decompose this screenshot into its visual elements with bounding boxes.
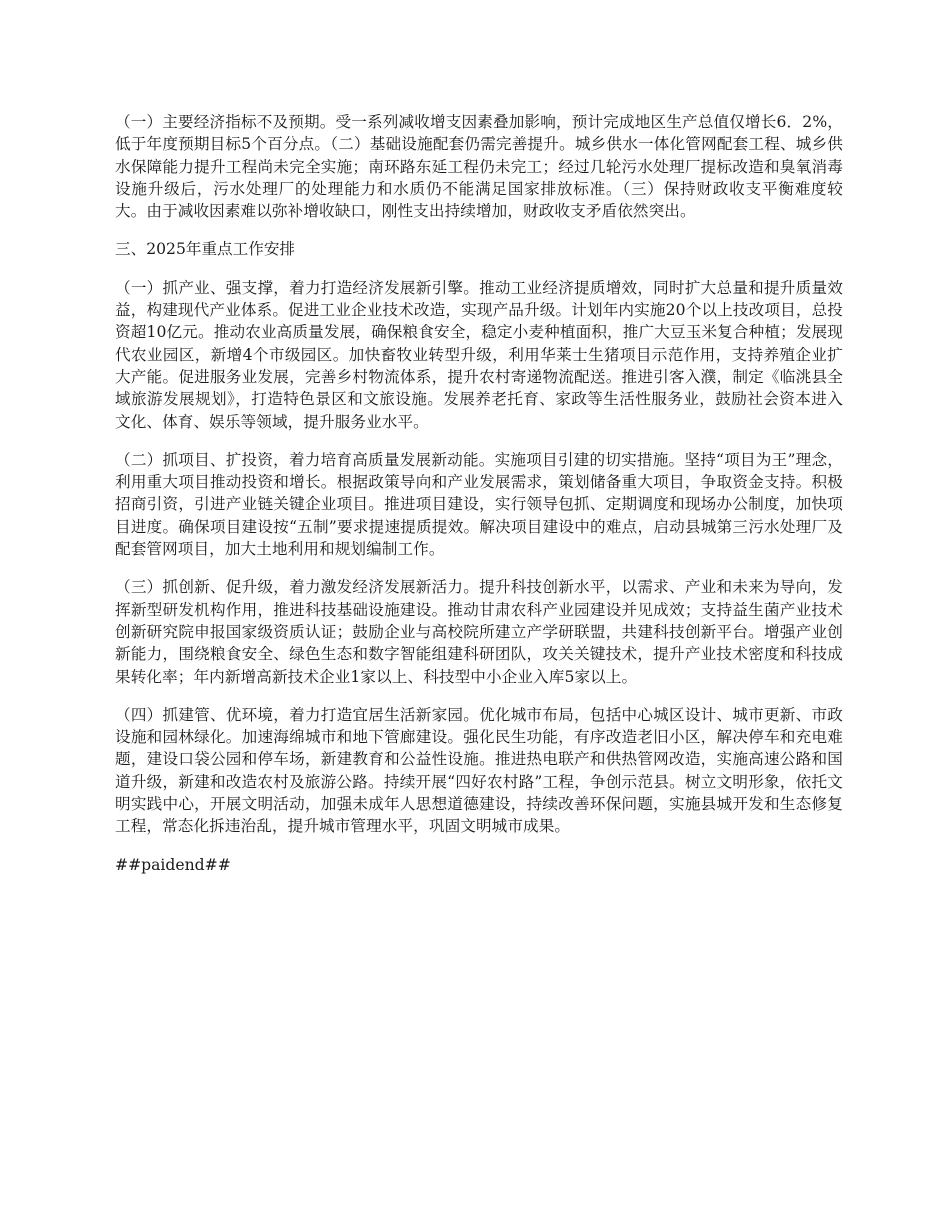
paragraph-environment: （四）抓建管、优环境，着力打造宜居生活新家园。优化城市布局，包括中心城区设计、城市更新、市政设施和园林绿化。加速海绵城市和地下管廊建设。强化民生功能，有序改造老旧小区，解决停车和充电难题，建设口袋公园和停车场，新建教育和公益性设施。推进热电联产和供热管网改造，实施高速公路和国道升级，新建和改造农村及旅游公路。持续开展“四好农村路”工程，争创示范县。树立文明形象，依托文明实践中心，开展文明活动，加强未成年人思想道德建设，持续改善环保问题，实施县城开发和生态修复工程，常态化拆违治乱，提升城市管理水平，巩固文明城市成果。 (115, 705, 843, 836)
paragraph-economic-issues: （一）主要经济指标不及预期。受一系列减收增支因素叠加影响，预计完成地区生产总值仅增长6．2%，低于年度预期目标5个百分点。（二）基础设施配套仍需完善提升。城乡供水一体化管网配套工程、城乡供水保障能力提升工程尚未完全实施；南环路东延工程仍未完工；经过几轮污水处理厂提标改造和臭氧消毒设施升级后，污水处理厂的处理能力和水质仍不能满足国家排放标准。（三）保持财政收支平衡难度较大。由于减收因素难以弥补增收缺口，刚性支出持续增加，财政收支矛盾依然突出。 (115, 113, 843, 221)
document-body (115, 111, 843, 876)
paragraph-projects: （二）抓项目、扩投资，着力培育高质量发展新动能。实施项目引建的切实措施。坚持“项目为王”理念，利用重大项目推动投资和增长。根据政策导向和产业发展需求，策划储备重大项目，争取资金支持。积极招商引资，引进产业链关键企业项目。推进项目建设，实行领导包抓、定期调度和现场办公制度，加快项目进度。确保项目建设按“五制”要求提速提质提效。解决项目建设中的难点，启动县城第三污水处理厂及配套管网项目，加大土地利用和规划编制工作。 (115, 450, 843, 559)
section-heading: 三、2025年重点工作安排 (115, 240, 296, 259)
end-marker: ##paidend## (115, 855, 231, 874)
paragraph-industry: （一）抓产业、强支撑，着力打造经济发展新引擎。推动工业经济提质增效，同时扩大总量和提升质量效益，构建现代产业体系。促进工业企业技术改造，实现产品升级。计划年内实施20个以上技改项目，总投资超10亿元。推动农业高质量发展，确保粮食安全，稳定小麦种植面积，推广大豆玉米复合种植；发展现代农业园区，新增4个市级园区。加快畜牧业转型升级，利用华莱士生猪项目示范作用，支持养殖企业扩大产能。促进服务业发展，完善乡村物流体系，提升农村寄递物流配送。推进引客入濮，制定《临洮县全域旅游发展规划》，打造特色景区和文旅设施。发展养老托育、家政等生活性服务业，鼓励社会资本进入文化、体育、娱乐等领域，提升服务业水平。 (115, 278, 843, 431)
paragraph-innovation: （三）抓创新、促升级，着力激发经济发展新活力。提升科技创新水平，以需求、产业和未来为导向，发挥新型研发机构作用，推进科技基础设施建设。推动甘肃农科产业园建设并见成效；支持益生菌产业技术创新研究院申报国家级资质认证；鼓励企业与高校院所建立产学研联盟，共建科技创新平台。增强产业创新能力，围绕粮食安全、绿色生态和数字智能组建科研团队，攻关关键技术，提升产业技术密度和科技成果转化率；年内新增高新技术企业1家以上、科技型中小企业入库5家以上。 (115, 578, 843, 686)
